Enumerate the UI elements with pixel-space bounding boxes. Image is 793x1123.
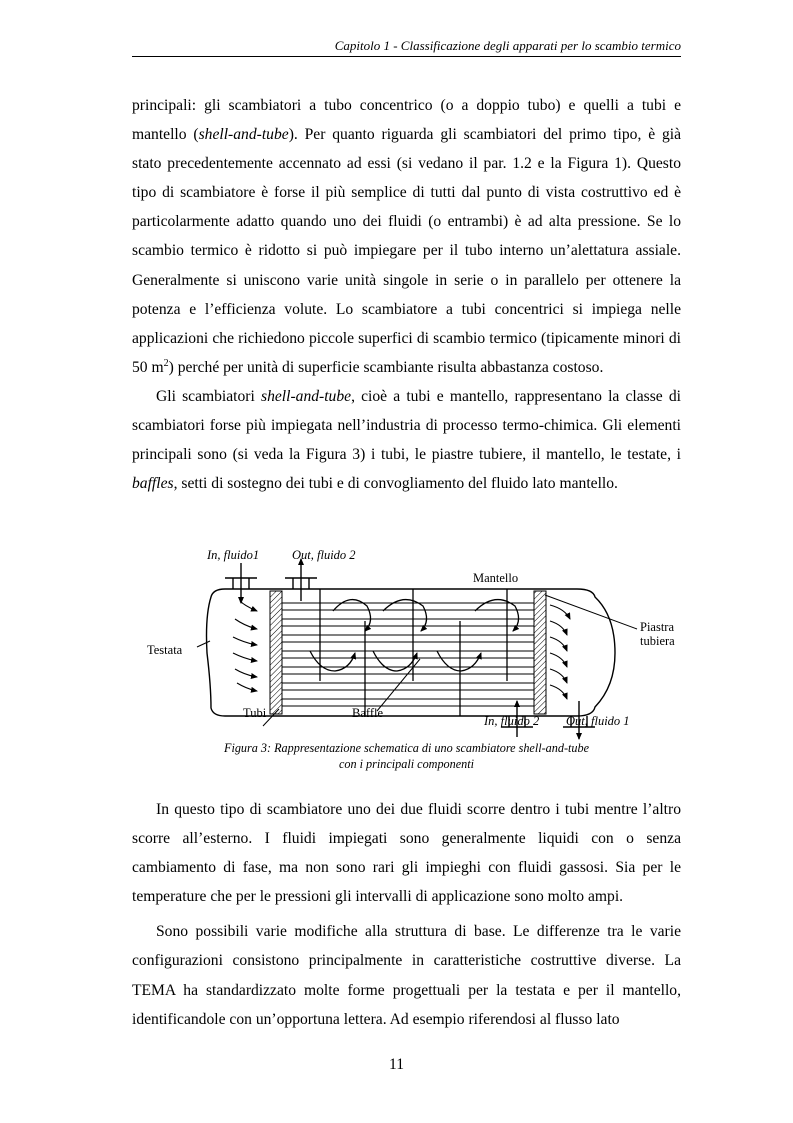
caption-line-2: con i principali componenti [338,757,475,771]
text-block-top [132,91,681,498]
header-rule [132,56,681,57]
running-header: Capitolo 1 - Classificazione degli apparati per lo scambio termico [334,38,681,53]
label-out-fluido1: Out, fluido 1 [566,714,630,728]
inlet-header-arrows [233,601,257,691]
label-tubi: Tubi [243,706,267,720]
p2-text-e: , setti di sostegno dei tubi e di convogliamento del fluido lato mantello. [173,475,618,493]
figure-caption [132,740,681,772]
paragraph-3: In questo tipo di scambiatore uno dei due fluidi scorre dentro i tubi mentre l’altro scorre all’esterno. I fluidi impiegati sono generalmente liquidi con o senza cambiamento di fase, ma non sono rari gli impieghi con fluidi gassosi. Sia per le temperature che per le pressioni gli intervalli di applicazione sono molto ampi. [132,801,681,906]
caption-line-1: Figura 3: Rappresentazione schematica di uno scambiatore shell-and-tube [224,741,589,755]
label-baffle: Baffle [352,706,384,720]
paragraph-1 [132,91,681,382]
p1-italic-term: shell-and-tube [198,126,289,144]
p2-text-c: , cioè a tubi e mantello, rappresentano la classe di scambiatori forse più impiegata nell’industria di processo termo-chimica. Gli elementi principali sono (si veda la Figura 3) i tubi, le piastre tubiere, il mantello, le testate, i [132,387,682,464]
p1-superscript: 2 [163,357,169,369]
label-in-fluido1: In, fluido1 [207,548,260,562]
label-out-fluido2: Out, fluido 2 [292,548,356,562]
label-tubiera: tubiera [640,634,675,648]
p2-text-a: Gli scambiatori [156,387,261,405]
tube-sheet-left [270,591,282,714]
label-piastra: Piastra [640,620,675,634]
p1-text-d: ) perché per unità di superficie scambiante risulta abbastanza costoso. [168,358,604,376]
p1-text-c: ). Per quanto riguarda gli scambiatori del primo tipo, è già stato precedentemente accennato ad essi (si vedano il par. 1.2 e la Figura 1). Questo tipo di scambiatore è forse il più semplice di tutti dal punto di vista costruttivo ed è particolarmente adatto quando uno dei fluidi (o entrambi) è ad alta pressione. Se lo scambio termico è ridotto si può impiegare per il tubo interno un’alettatura assiale. Generalmente si uniscono varie unità singole in serie o in parallelo per ottenere la potenza e l’efficienza volute. Lo scambiatore a tubi concentrici si impiega nelle applicazioni che richiedono piccole superfici di scambio termico (tipicamente minori di 50 m [132,126,682,376]
paragraph-4: Sono possibili varie modifiche alla struttura di base. Le differenze tra le varie configurazioni consistono principalmente in caratteristiche costruttive diverse. La TEMA ha standardizzato molte forme progettuali per la testata e per il mantello, identificandole con un’opportuna lettera. Ad esempio riferendosi al flusso lato [132,923,681,1028]
p1-text-a: principali: gli scambiatori a tubo concentrico (o a doppio tubo) e quelli a tubi e mantello ( [132,97,681,144]
text-block-bottom [132,795,681,1034]
page-number: 11 [388,1056,404,1073]
p2-italic-baffles: baffles [132,475,174,493]
nozzle-out-fluido2 [285,559,317,601]
label-mantello: Mantello [473,571,519,585]
heat-exchanger-figure [145,541,675,761]
label-in-fluido2: In, fluido 2 [484,714,540,728]
p2-italic-term: shell-and-tube [261,387,352,405]
shell-and-tube-diagram [145,541,675,741]
nozzle-in-fluido1 [225,563,257,603]
tube-sheet-right [534,591,546,714]
paragraph-2 [132,382,681,498]
shell-outline [207,589,616,716]
label-testata: Testata [147,643,183,657]
outlet-header-arrows [550,605,570,699]
